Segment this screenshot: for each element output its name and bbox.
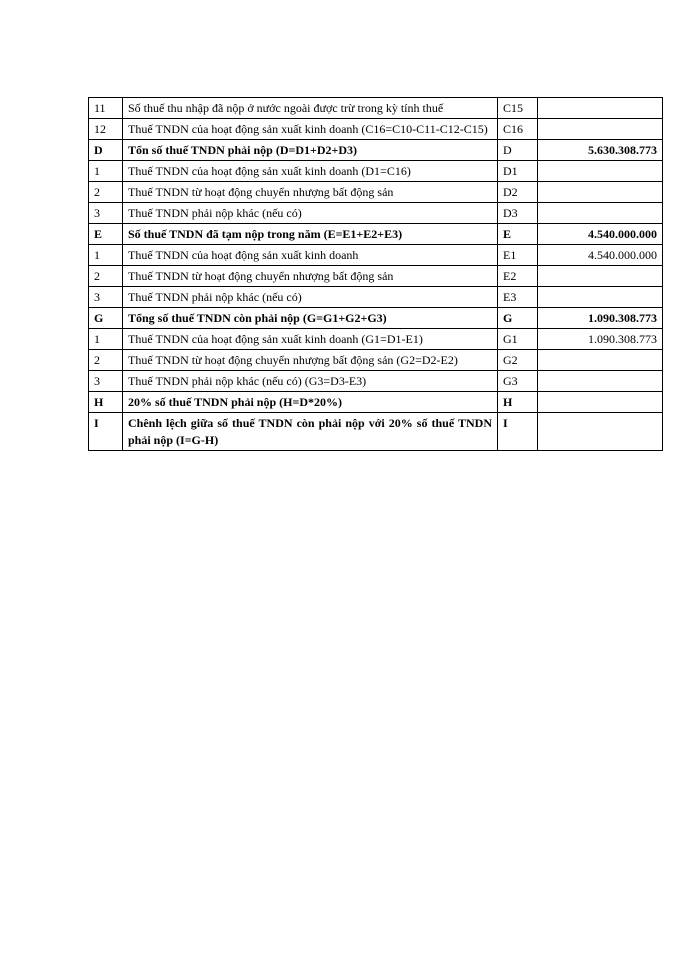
row-description-cell: Tổn số thuế TNDN phải nộp (D=D1+D2+D3) <box>123 140 498 161</box>
row-description-cell: 20% số thuế TNDN phải nộp (H=D*20%) <box>123 392 498 413</box>
row-code-cell: D1 <box>498 161 538 182</box>
table-row <box>89 287 663 308</box>
row-number-cell: H <box>89 392 123 413</box>
row-value-cell <box>538 413 663 451</box>
table-row <box>89 350 663 371</box>
row-number-cell: 11 <box>89 98 123 119</box>
row-value-cell <box>538 350 663 371</box>
row-number-cell: I <box>89 413 123 451</box>
row-value-cell: 4.540.000.000 <box>538 245 663 266</box>
table-row <box>89 203 663 224</box>
row-description-cell: Thuế TNDN của hoạt động sản xuất kinh doanh <box>123 245 498 266</box>
row-code-cell: G3 <box>498 371 538 392</box>
row-value-cell <box>538 371 663 392</box>
row-value-cell <box>538 266 663 287</box>
row-value-cell <box>538 119 663 140</box>
row-code-cell: E2 <box>498 266 538 287</box>
row-value-cell: 5.630.308.773 <box>538 140 663 161</box>
row-number-cell: 2 <box>89 266 123 287</box>
row-value-cell <box>538 287 663 308</box>
table-row <box>89 371 663 392</box>
row-description-cell: Tổng số thuế TNDN còn phải nộp (G=G1+G2+G3) <box>123 308 498 329</box>
row-value-cell <box>538 182 663 203</box>
table-row <box>89 266 663 287</box>
row-number-cell: 2 <box>89 350 123 371</box>
row-value-cell <box>538 203 663 224</box>
row-description-cell: Thuế TNDN của hoạt động sản xuất kinh doanh (G1=D1-E1) <box>123 329 498 350</box>
row-number-cell: E <box>89 224 123 245</box>
row-value-cell: 1.090.308.773 <box>538 308 663 329</box>
row-code-cell: G2 <box>498 350 538 371</box>
row-code-cell: C15 <box>498 98 538 119</box>
row-code-cell: E <box>498 224 538 245</box>
table-row <box>89 119 663 140</box>
tax-summary-table <box>88 97 663 451</box>
row-value-cell: 1.090.308.773 <box>538 329 663 350</box>
row-description-cell: Thuế TNDN phải nộp khác (nếu có) <box>123 287 498 308</box>
table-row <box>89 140 663 161</box>
table-row <box>89 308 663 329</box>
row-number-cell: 1 <box>89 329 123 350</box>
row-code-cell: H <box>498 392 538 413</box>
row-description-cell: Số thuế thu nhập đã nộp ở nước ngoài được trừ trong kỳ tính thuế <box>123 98 498 119</box>
row-value-cell <box>538 98 663 119</box>
table-row <box>89 245 663 266</box>
table-row <box>89 98 663 119</box>
table-row <box>89 392 663 413</box>
row-number-cell: 3 <box>89 371 123 392</box>
row-number-cell: G <box>89 308 123 329</box>
row-number-cell: 12 <box>89 119 123 140</box>
row-code-cell: D3 <box>498 203 538 224</box>
table-row <box>89 329 663 350</box>
row-description-cell: Chênh lệch giữa số thuế TNDN còn phải nộp với 20% số thuế TNDN phải nộp (I=G-H) <box>123 413 498 451</box>
row-number-cell: 3 <box>89 287 123 308</box>
row-description-cell: Thuế TNDN của hoạt động sản xuất kinh doanh (D1=C16) <box>123 161 498 182</box>
row-description-cell: Thuế TNDN từ hoạt động chuyển nhượng bất động sản <box>123 266 498 287</box>
row-description-cell: Thuế TNDN của hoạt động sản xuất kinh doanh (C16=C10-C11-C12-C15) <box>123 119 498 140</box>
table-row <box>89 224 663 245</box>
row-code-cell: E1 <box>498 245 538 266</box>
row-code-cell: G1 <box>498 329 538 350</box>
row-number-cell: 3 <box>89 203 123 224</box>
row-description-cell: Số thuế TNDN đã tạm nộp trong năm (E=E1+E2+E3) <box>123 224 498 245</box>
row-value-cell <box>538 161 663 182</box>
row-description-cell: Thuế TNDN từ hoạt động chuyển nhượng bất động sản (G2=D2-E2) <box>123 350 498 371</box>
row-code-cell: C16 <box>498 119 538 140</box>
row-code-cell: E3 <box>498 287 538 308</box>
row-code-cell: D <box>498 140 538 161</box>
row-value-cell: 4.540.000.000 <box>538 224 663 245</box>
row-number-cell: 2 <box>89 182 123 203</box>
table-row <box>89 182 663 203</box>
row-description-cell: Thuế TNDN phải nộp khác (nếu có) <box>123 203 498 224</box>
row-description-cell: Thuế TNDN từ hoạt động chuyển nhượng bất động sản <box>123 182 498 203</box>
row-code-cell: G <box>498 308 538 329</box>
table-row <box>89 413 663 451</box>
row-number-cell: D <box>89 140 123 161</box>
row-description-cell: Thuế TNDN phải nộp khác (nếu có) (G3=D3-E3) <box>123 371 498 392</box>
tax-table-body <box>89 98 663 451</box>
row-number-cell: 1 <box>89 245 123 266</box>
table-row <box>89 161 663 182</box>
row-code-cell: I <box>498 413 538 451</box>
row-number-cell: 1 <box>89 161 123 182</box>
row-code-cell: D2 <box>498 182 538 203</box>
row-value-cell <box>538 392 663 413</box>
